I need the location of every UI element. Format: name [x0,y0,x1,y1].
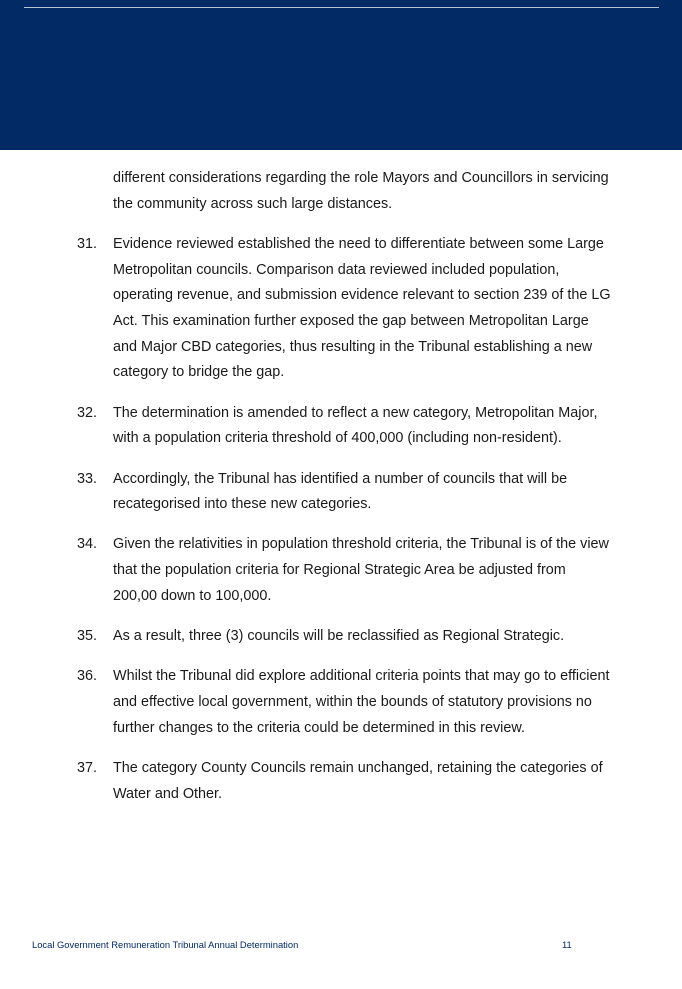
paragraph-number: 31. [77,235,98,252]
paragraph-31 [77,232,613,386]
paragraph-text: As a result, three (3) councils will be reclassified as Regional Strategic. [113,628,565,645]
paragraph-37 [77,756,613,807]
paragraph-36 [77,664,613,741]
header-band [0,0,682,150]
paragraph-number: 33. [77,470,98,487]
footer-title: Local Government Remuneration Tribunal Annual Determination [32,939,299,950]
paragraph-text: The determination is amended to reflect a new category, Metropolitan Major, with a population criteria threshold of 400,000 (including non-resident). [113,404,598,447]
paragraph-number: 37. [77,759,98,776]
paragraph-33 [77,467,613,518]
document-body [0,166,682,822]
page-number: 11 [562,939,572,950]
paragraph-35 [77,624,613,650]
paragraph-34 [77,532,613,609]
paragraph-number: 36. [77,668,98,685]
continuation-text: different considerations regarding the role Mayors and Councillors in servicing the community across such large distances. [113,170,609,212]
paragraph-text: Evidence reviewed established the need to differentiate between some Large Metropolitan councils. Comparison data reviewed included population, operating revenue, and submission evidence relevant to section 239 of the LG Act. This examination further exposed the gap between Metropolitan Large and Major CBD categories, thus resulting in the Tribunal establishing a new category to bridge the gap. [113,235,611,381]
paragraph-text: Whilst the Tribunal did explore additional criteria points that may go to efficient and effective local government, within the bounds of statutory provisions no further changes to the criteria could be determined in this review. [113,668,610,736]
paragraph-text: The category County Councils remain unchanged, retaining the categories of Water and Other. [113,759,603,802]
paragraph-text: Accordingly, the Tribunal has identified a number of councils that will be recategorised into these new categories. [113,470,568,513]
paragraph-number: 32. [77,404,98,421]
paragraph-32 [77,401,613,452]
paragraph-number: 35. [77,628,98,645]
paragraph-number: 34. [77,536,98,553]
header-rule [24,7,659,8]
paragraph-text: Given the relativities in population threshold criteria, the Tribunal is of the view that the population criteria for Regional Strategic Area be adjusted from 200,00 down to 100,000. [113,536,609,604]
